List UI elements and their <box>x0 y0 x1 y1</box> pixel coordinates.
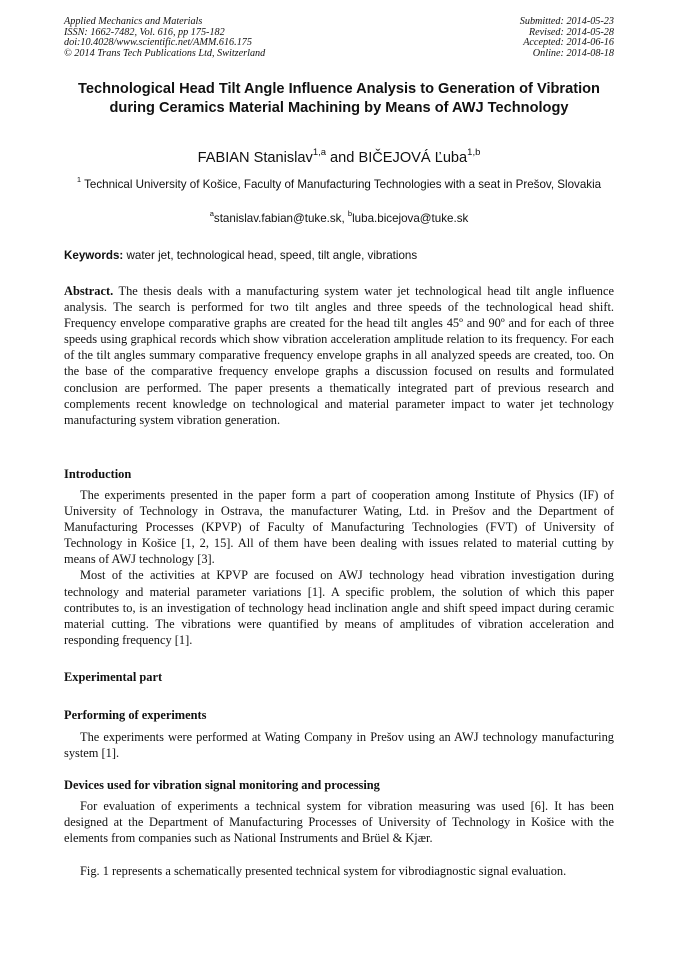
date-online: Online: 2014-08-18 <box>532 47 614 59</box>
devices-body-2 <box>64 863 614 879</box>
email-line <box>64 211 614 226</box>
devices-body <box>64 798 614 846</box>
journal-doi: doi:10.4028/www.scientific.net/AMM.616.175 <box>64 37 252 49</box>
introduction-paragraph-2: Most of the activities at KPVP are focused on AWJ technology head vibration investigation during technology and material parameter variations [1]. A specific problem, the solution of which this paper contributes to, is an investigation of technology head inclination angle and shift speed impact during ceramic material cutting. The vibrations were quantified by means of amplitudes of vibration acceleration and responding frequency [1]. <box>64 568 614 647</box>
heading-introduction: Introduction <box>64 467 132 481</box>
performing-paragraph-1: The experiments were performed at Wating Company in Prešov using an AWJ technology manufacturing system [1]. <box>64 730 614 761</box>
paper-title: Technological Head Tilt Angle Influence Analysis to Generation of Vibration during Ceramics Material Machining by Means of AWJ Technology <box>78 81 600 116</box>
affiliation <box>64 177 614 192</box>
author-and: and <box>326 150 359 166</box>
author-1: FABIAN Stanislav <box>197 150 313 166</box>
devices-paragraph-1: For evaluation of experiments a technical system for vibration measuring was used [6]. It has been designed at the Department of Manufacturing Processes of University of Technology in Košice with the elements from companies such as National Instruments and Brüel & Kjær. <box>64 799 614 846</box>
author-1-sup: 1,a <box>312 147 326 159</box>
email-b-sup: b <box>347 209 353 219</box>
author-2: BIČEJOVÁ Ľuba <box>358 150 468 166</box>
keywords-text: water jet, technological head, speed, tilt angle, vibrations <box>123 249 418 262</box>
affiliation-text: Technical University of Košice, Faculty of Manufacturing Technologies with a seat in Prešov, Slovakia <box>81 178 602 191</box>
date-revised: Revised: 2014-05-28 <box>528 26 614 38</box>
devices-paragraph-2: Fig. 1 represents a schematically presented technical system for vibrodiagnostic signal evaluation. <box>80 864 567 878</box>
introduction-body <box>64 487 614 648</box>
introduction-paragraph-1: The experiments presented in the paper form a part of cooperation among Institute of Physics (IF) of University of Technology in Ostrava, the manufacturer Wating, Ltd. in Prešov and the Department of Manufacturing Processes (KPVP) of Faculty of Manufacturing Technologies (FVT) of University of Technology in Košice [1, 2, 15]. All of them have been dealing with issues related to material cutting by means of AWJ technology [3]. <box>64 488 614 567</box>
email-a-sup: a <box>209 209 214 219</box>
keywords <box>64 248 614 263</box>
date-accepted: Accepted: 2014-06-16 <box>523 37 614 49</box>
keywords-label: Keywords: <box>64 249 124 262</box>
journal-name: Applied Mechanics and Materials <box>64 16 203 27</box>
author-2-sup: 1,b <box>467 147 481 159</box>
performing-body <box>64 729 614 761</box>
affiliation-sup: 1 <box>76 175 82 185</box>
heading-experimental-part: Experimental part <box>64 670 163 684</box>
abstract-label: Abstract. <box>64 284 114 298</box>
journal-issn: ISSN: 1662-7482, Vol. 616, pp 175-182 <box>64 26 225 38</box>
abstract-text: The thesis deals with a manufacturing system water jet technological head tilt angle influence analysis. The search is performed for two tilt angles and three speeds of the technological head shift. Frequency envelope comparative graphs are created for the head tilt angles 45º and 90º and for each of three speeds using graphical records which show vibration acceleration amplitude relation to its frequency. For each of the tilt angles summary comparative frequency envelope graphs in all analyzed speeds are created, too. On the base of the comparative frequency envelope graphs a discussion focused on results and formulated conclusion are performed. The paper presents a thematically integrated part of previous research and complements recent knowledge on technological and material parameter impact to water jet technology manufacturing system vibration generation. <box>64 284 614 427</box>
heading-performing-experiments: Performing of experiments <box>64 708 207 722</box>
email-b[interactable]: luba.bicejova@tuke.sk <box>352 212 469 225</box>
journal-header-left <box>64 17 265 59</box>
abstract <box>64 283 614 428</box>
journal-copyright: © 2014 Trans Tech Publications Ltd, Switzerland <box>64 47 266 59</box>
author-line <box>64 149 614 168</box>
email-a[interactable]: stanislav.fabian@tuke.sk, <box>213 212 348 225</box>
date-submitted: Submitted: 2014-05-23 <box>519 16 614 27</box>
heading-devices: Devices used for vibration signal monitoring and processing <box>64 778 380 792</box>
journal-header-right <box>520 17 614 59</box>
